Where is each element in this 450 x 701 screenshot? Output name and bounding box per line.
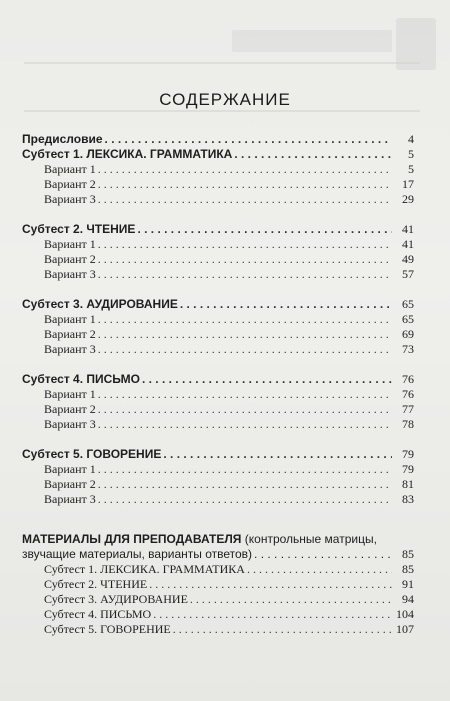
- toc-entry-variant[interactable]: [22, 177, 414, 192]
- toc-label: Вариант 1: [44, 387, 96, 401]
- toc-label: Вариант 2: [44, 252, 96, 266]
- toc-label: Субтест 4. ПИСЬМО: [44, 607, 152, 621]
- toc-entry-variant[interactable]: [22, 387, 414, 402]
- toc-page-number: 57: [402, 267, 414, 281]
- toc-label: Вариант 2: [44, 402, 96, 416]
- toc-page-number: 65: [402, 297, 414, 311]
- dot-leader: [190, 592, 392, 607]
- toc-page-number: 41: [402, 222, 414, 236]
- toc-entry-materials-subtest[interactable]: [22, 577, 414, 592]
- toc-entry-subtest[interactable]: [22, 447, 414, 462]
- toc-page-number: 4: [408, 132, 414, 146]
- dot-leader: [98, 342, 392, 357]
- toc-label: Вариант 2: [44, 327, 96, 341]
- toc-page-number: 29: [402, 192, 414, 206]
- toc-page-number: 81: [402, 477, 414, 491]
- toc-page-number: 17: [402, 177, 414, 191]
- toc-label: Вариант 1: [44, 312, 96, 326]
- toc-entry-materials-subtest[interactable]: [22, 622, 414, 637]
- toc-entry-variant[interactable]: [22, 267, 414, 282]
- toc-label: Субтест 5. ГОВОРЕНИЕ: [44, 622, 171, 636]
- toc-page-number: 107: [396, 622, 414, 636]
- dot-leader: [98, 402, 392, 417]
- dot-leader: [98, 177, 392, 192]
- toc-entry-subtest[interactable]: [22, 147, 414, 162]
- toc-entry-variant[interactable]: [22, 192, 414, 207]
- toc-entry-variant[interactable]: [22, 462, 414, 477]
- materials-note: (контрольные матрицы,: [244, 532, 377, 546]
- dot-leader: [98, 192, 392, 207]
- toc-page-number: 79: [402, 447, 414, 461]
- toc-label: Вариант 2: [44, 477, 96, 491]
- toc-entry-variant[interactable]: [22, 417, 414, 432]
- dot-leader: [137, 222, 392, 236]
- toc-page-number: 79: [402, 462, 414, 476]
- dot-leader: [98, 312, 392, 327]
- toc-entry-variant[interactable]: [22, 312, 414, 327]
- toc-page-number: 91: [402, 577, 414, 591]
- page-title: СОДЕРЖАНИЕ: [159, 90, 291, 109]
- materials-bold-label: МАТЕРИАЛЫ ДЛЯ ПРЕПОДАВАТЕЛЯ: [22, 532, 242, 546]
- toc-entry-materials-subtest[interactable]: [22, 592, 414, 607]
- toc-label: Субтест 5. ГОВОРЕНИЕ: [22, 447, 162, 461]
- toc-label: Вариант 3: [44, 192, 96, 206]
- dot-leader: [98, 237, 392, 252]
- toc-page-number: 77: [402, 402, 414, 416]
- toc-entry-variant[interactable]: [22, 252, 414, 267]
- dot-leader: [98, 477, 392, 492]
- toc-entry-variant[interactable]: [22, 492, 414, 507]
- toc-label: Субтест 4. ПИСЬМО: [22, 372, 140, 386]
- dot-leader: [254, 547, 392, 562]
- toc-page-number: 78: [402, 417, 414, 431]
- dot-leader: [98, 252, 392, 267]
- toc-label: Вариант 3: [44, 417, 96, 431]
- toc-page-number: 76: [402, 387, 414, 401]
- toc-page-number: 104: [396, 607, 414, 621]
- teacher-materials: [22, 532, 414, 637]
- dot-leader: [98, 327, 392, 342]
- toc-page-number: 85: [402, 562, 414, 576]
- show-through-line: [24, 62, 420, 64]
- dot-leader: [173, 622, 392, 637]
- toc-entry-preface[interactable]: [22, 132, 414, 147]
- dot-leader: [234, 147, 392, 161]
- toc-label: Субтест 1. ЛЕКСИКА. ГРАММАТИКА: [22, 147, 233, 161]
- toc-label: Субтест 3. АУДИРОВАНИЕ: [22, 297, 178, 311]
- toc-page-number: 5: [408, 147, 414, 161]
- dot-leader: [180, 297, 392, 311]
- dot-leader: [98, 492, 392, 507]
- materials-items: [22, 562, 414, 637]
- toc-label: Вариант 1: [44, 462, 96, 476]
- toc-label: Вариант 1: [44, 162, 96, 176]
- toc-entry-materials-subtest[interactable]: [22, 607, 414, 622]
- toc-entry-variant[interactable]: [22, 402, 414, 417]
- dot-leader: [98, 387, 392, 402]
- show-through-header: [232, 30, 392, 52]
- toc-label: Вариант 3: [44, 342, 96, 356]
- toc-page-number: 41: [402, 237, 414, 251]
- toc-entry-subtest[interactable]: [22, 372, 414, 387]
- dot-leader: [98, 462, 392, 477]
- toc-entry-materials-subtest[interactable]: [22, 562, 414, 577]
- toc-entry-materials[interactable]: [22, 532, 414, 547]
- toc-label: Вариант 1: [44, 237, 96, 251]
- toc-page-number: 76: [402, 372, 414, 386]
- toc-page-number: 94: [402, 592, 414, 606]
- table-of-contents: [22, 132, 414, 637]
- toc-entry-variant[interactable]: [22, 162, 414, 177]
- toc-page-number: 85: [402, 547, 414, 561]
- toc-entry-variant[interactable]: [22, 477, 414, 492]
- dot-leader: [98, 162, 392, 177]
- toc-label: Субтест 1. ЛЕКСИКА. ГРАММАТИКА: [44, 562, 245, 576]
- toc-entry-materials-cont[interactable]: [22, 547, 414, 562]
- toc-label: Вариант 2: [44, 177, 96, 191]
- show-through-line: [24, 110, 420, 112]
- toc-entry-variant[interactable]: [22, 342, 414, 357]
- toc-page-number: 65: [402, 312, 414, 326]
- toc-page-number: 69: [402, 327, 414, 341]
- dot-leader: [153, 607, 392, 622]
- toc-label: Субтест 2. ЧТЕНИЕ: [22, 222, 136, 236]
- toc-label: Вариант 3: [44, 267, 96, 281]
- dot-leader: [142, 372, 392, 386]
- toc-label: Вариант 3: [44, 492, 96, 506]
- toc-label: Субтест 2. ЧТЕНИЕ: [44, 577, 148, 591]
- dot-leader: [247, 562, 392, 577]
- toc-entry-variant[interactable]: [22, 237, 414, 252]
- toc-page-number: 73: [402, 342, 414, 356]
- toc-entry-variant[interactable]: [22, 327, 414, 342]
- dot-leader: [98, 417, 392, 432]
- materials-note-cont: звучащие материалы, варианты ответов): [22, 547, 253, 561]
- toc-page-number: 49: [402, 252, 414, 266]
- dot-leader: [98, 267, 392, 282]
- toc-label: Субтест 3. АУДИРОВАНИЕ: [44, 592, 188, 606]
- toc-entry-subtest[interactable]: [22, 297, 414, 312]
- dot-leader: [105, 132, 392, 146]
- toc-page-number: 5: [408, 162, 414, 176]
- toc-label: Предисловие: [22, 132, 103, 146]
- toc-sections: [22, 147, 414, 522]
- dot-leader: [163, 447, 392, 461]
- toc-entry-subtest[interactable]: [22, 222, 414, 237]
- toc-page-number: 83: [402, 492, 414, 506]
- dot-leader: [149, 577, 392, 592]
